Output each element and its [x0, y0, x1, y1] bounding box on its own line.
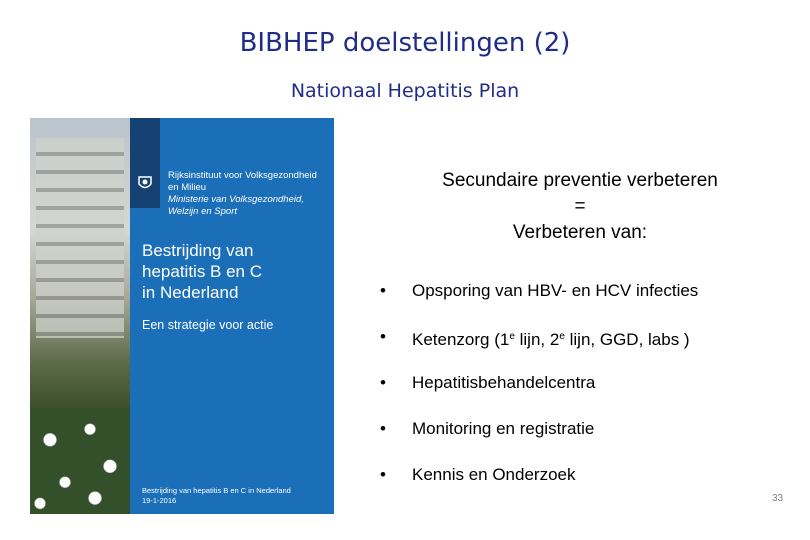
slide-title: BIBHEP doelstellingen (2)	[239, 28, 571, 58]
bullet-item	[380, 280, 800, 302]
superscript: e	[559, 331, 565, 342]
bullet-dot: •	[380, 373, 386, 392]
bullet-text: Hepatitisbehandelcentra	[412, 373, 596, 392]
cover-title-line: hepatitis B en C	[142, 262, 263, 281]
bullet-dot: •	[380, 327, 386, 346]
building-photo	[36, 138, 124, 338]
bullet-text: Monitoring en registratie	[412, 419, 595, 438]
bullet-text-part: lijn, GGD, labs )	[564, 330, 690, 349]
bullet-text: Opsporing van HBV- en HCV infecties	[412, 281, 699, 300]
bullet-text	[412, 330, 690, 349]
bullet-text: Kennis en Onderzoek	[412, 465, 576, 484]
crocus-flowers-photo	[30, 408, 130, 514]
content-heading	[370, 168, 790, 246]
cover-title-line: in Nederland	[142, 283, 239, 302]
slide-subtitle: Nationaal Hepatitis Plan	[290, 80, 520, 102]
bullet-item	[380, 326, 800, 348]
cover-subtitle: Een strategie voor actie	[142, 318, 274, 332]
cover-organisation	[168, 170, 332, 218]
report-cover-image	[30, 118, 334, 514]
org-line: Welzijn en Sport	[168, 206, 237, 217]
logo-bar	[130, 118, 160, 208]
bullet-dot: •	[380, 281, 386, 300]
bullet-dot: •	[380, 465, 386, 484]
page-number: 33	[772, 493, 784, 504]
cover-footer-date: 19-1-2016	[142, 496, 177, 505]
org-line: Rijksinstituut voor Volksgezondheid	[168, 170, 317, 181]
org-line: en Milieu	[168, 182, 207, 193]
bullet-item	[380, 372, 800, 394]
cover-footer-line: Bestrijding van hepatitis B en C in Nederland	[142, 486, 291, 495]
heading-line: =	[574, 196, 586, 217]
heading-line: Secundaire preventie verbeteren	[442, 170, 718, 191]
bullet-text-part: lijn, 2	[514, 330, 560, 349]
org-line: Ministerie van Volksgezondheid,	[168, 194, 304, 205]
cover-photo	[30, 118, 130, 514]
cover-title	[142, 240, 332, 303]
superscript: e	[509, 331, 515, 342]
bullet-list	[380, 280, 800, 510]
cover-footer	[142, 486, 332, 506]
heading-line: Verbeteren van:	[512, 222, 648, 243]
bullet-dot: •	[380, 419, 386, 438]
bullet-text-part: Ketenzorg (1	[412, 330, 510, 349]
bullet-item	[380, 418, 800, 440]
cover-title-line: Bestrijding van	[142, 241, 254, 260]
crest-icon	[136, 174, 154, 192]
bullet-item	[380, 464, 800, 486]
